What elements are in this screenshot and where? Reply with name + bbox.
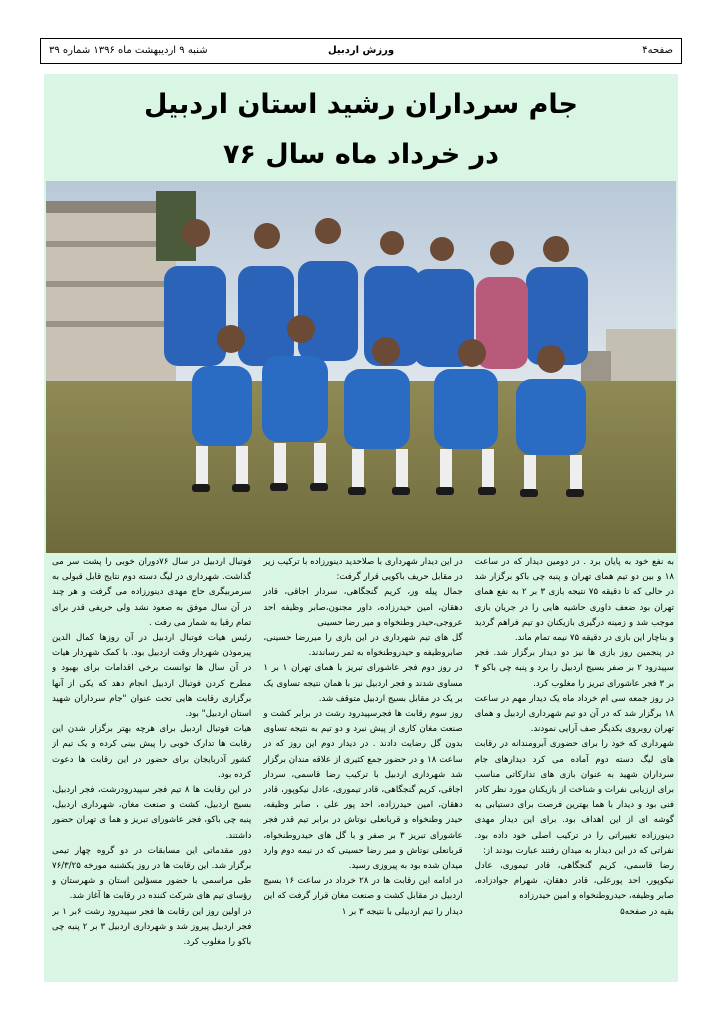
team-photo	[46, 181, 676, 553]
paragraph: گل های تیم شهرداری در این بازی را میررضا حسینی، صابروظیفه و حیدروطنخواه به ثمر رساندند.	[263, 633, 463, 659]
article-column-1	[52, 555, 251, 975]
paragraph: رضا قاسمی، کریم گنجگاهی، قادر تیموری، عادل نیکوپور، احد پورعلی، قادر دهقان، شهرام جوادزاده، صابر وظیفه، حیدروطنخواه و امین حیدرزاده	[474, 861, 674, 902]
headline-line-2: در خرداد ماه سال ۷۶	[222, 139, 500, 170]
paragraph: شهرداری که خود را برای حضوری آبرومندانه در رقابت های لیگ دسته دوم آماده می کرد دیدارهای جام سرداران شهید به عنوان بازی های تدارکاتی مناسب برای ارزیابی نفرات و شناخت از بازیکنان مورد نظر کادر فنی بود و دیدار با هما بهترین فرصت برای دستیابی به گوشه ای از این اهداف بود. برای این دیدار مهدی دینورزاده تغییراتی را در ترکیب اصلی خود داده بود. نفراتی که در این دیدار به میدان رفتند عبارت بودند از:	[474, 739, 674, 856]
paragraph: روز سوم رقابت ها فجرسپیدرود رشت در برابر کشت و صنعت مغان کاری از پیش نبرد و دو تیم به نتیجه تساوی بدون گل رضایت دادند . در دیدار دوم این روز که در ساعت ۱۸ و در حضور جمع کثیری از علاقه مندان برگزار شد شهرداری اردبیل با ترکیب رضا قاسمی، سردار اجاقی، کریم گنجگاهی، قادر تیموری، عادل نیکوپور، قادر دهقان، امین حیدرزاده، احد پور علی ، صابر وظیفه، حیدر وطنخواه و قربانعلی نوتاش در برابر تیم قدر فجر عاشورای تبریز ۳ بر صفر و با گل های حیدروطنخواه، قربانعلی نوتاش و میر رضا حسینی که در نیمه دوم وارد میدان شده بود به پیروزی رسید.	[263, 709, 463, 872]
continued-note: بقیه در صفحه۵	[620, 906, 674, 917]
article-column-3	[475, 555, 674, 975]
paragraph: دور مقدماتی این مسابقات در دو گروه چهار تیمی برگزار شد. این رقابت ها در روز یکشنبه مورخه ۷۶/۳/۲۵ طی مراسمی با حضور مسؤلین استان و شهرستان و رؤسای تیم های شرکت کننده در رقابت ها آغاز شد.	[52, 845, 252, 902]
headline-line-1: جام سرداران رشید استان اردبیل	[144, 89, 578, 120]
section-title: ورزش اردبیل	[327, 45, 395, 56]
paragraph: در این دیدار شهرداری با صلاحدید دینورزاده با ترکیب زیر در مقابل حریف باکویی قرار گرفت:	[263, 557, 463, 583]
paragraph: در اولین روز این رقابت ها فجر سپیدرود رشت ۶بر ۱ بر فجر اردبیل پیروز شد و شهرداری اردبیل ۳ بر ۲ پنبه چی باکو را مغلوب کرد.	[52, 906, 252, 948]
paragraph: در پنجمین روز بازی ها نیز دو دیدار برگزار شد. فجر سپیدرود ۲ بر صفر بسیج اردبیل را برد و پنبه چی باکو ۴ بر ۳ فجر عاشورای تبریز را مغلوب کرد.	[474, 648, 674, 689]
article-headline	[44, 80, 678, 180]
paragraph: به نفع خود به پایان برد . در دومین دیدار که در ساعت ۱۸ و بین دو تیم همای تهران و پنبه چی باکو برگزار شد در حالی که تا دقیقه ۷۵ نتیجه بازی ۳ بر ۲ به نفع همای تهران بود ضعف داوری حاشیه هایی را در جریان بازی موجب شد و زمینه درگیری بازیکنان دو تیم فراهم گردید و بناچار این بازی در دقیقه ۷۵ نیمه تمام ماند.	[474, 557, 674, 644]
page-header	[40, 38, 682, 64]
paragraph: رئیس هیات فوتبال اردبیل در آن روزها کمال الدین پیرموذن شهردار وقت اردبیل بود. با کمک شهردار هیات در آن سال ها توانست برخی اقدامات برای بهبود و مطرح کردن فوتبال اردبیل انجام دهد که یکی از آنها برگزاری رقابت هایی تحت عنوان "جام سرداران شهید استان اردبیل" بود.	[52, 633, 252, 720]
article-columns	[52, 555, 674, 975]
paragraph: فوتبال اردبیل در سال ۷۶دوران خوبی را پشت سر می گذاشت. شهرداری در لیگ دسته دوم نتایج قابل قبولی به سرمربیگری حاج مهدی دینورزاده می گرفت و هر چند در آن سال موفق به صعود نشد ولی حریفی قدر برای تمام رقبا به شمار می رفت .	[52, 557, 252, 628]
paragraph: در ادامه این رقابت ها در ۲۸ خرداد در ساعت ۱۶ بسیج اردبیل در مقابل کشت و صنعت مغان قرار گرفت که این دیدار را تیم اردبیلی با نتیجه ۳ بر ۱	[263, 876, 463, 917]
paragraph: در روز جمعه سی ام خرداد ماه یک دیدار مهم در ساعت ۱۸ برگزار شد که در آن دو تیم شهرداری اردبیل و همای تهران روبروی یکدیگر صف آرایی نمودند.	[474, 693, 674, 735]
issue-date: شنبه ۹ اردیبهشت ماه ۱۳۹۶ شماره ۳۹	[49, 45, 208, 56]
paragraph: هیات فوتبال اردبیل برای هرچه بهتر برگزار شدن این رقابت ها تدارک خوبی را پیش بینی کرده و یک تیم از کشور آذربایجان برای حضور در این رقابت ها دعوت کرده بود.	[52, 724, 252, 780]
page-number: صفحه۴	[642, 45, 673, 56]
paragraph: در روز دوم فجر عاشورای تبریز با همای تهران ۱ بر ۱ مساوی شدند و فجر اردبیل نیز با همان نتیجه تساوی یک بر یک در مقابل بسیج اردبیل متوقف شد.	[263, 663, 463, 704]
team-photo-illustration	[46, 181, 676, 553]
paragraph: در این رقابت ها ۸ تیم فجر سپیدرودرشت، فجر اردبیل، بسیج اردبیل، کشت و صنعت مغان، شهرداری اردبیل، پنبه چی باکو، فجر عاشورای تبریز و هما ی تهران حضور داشتند.	[52, 785, 252, 841]
article-column-2	[263, 555, 462, 975]
paragraph: جمال پیله ور، کریم گنجگاهی، سردار اجاقی، قادر دهقان، امین حیدرزاده، داور مجنون،صابر وظیفه احد عروجی،حیدر وطنخواه و میر رضا حسینی	[263, 587, 463, 628]
